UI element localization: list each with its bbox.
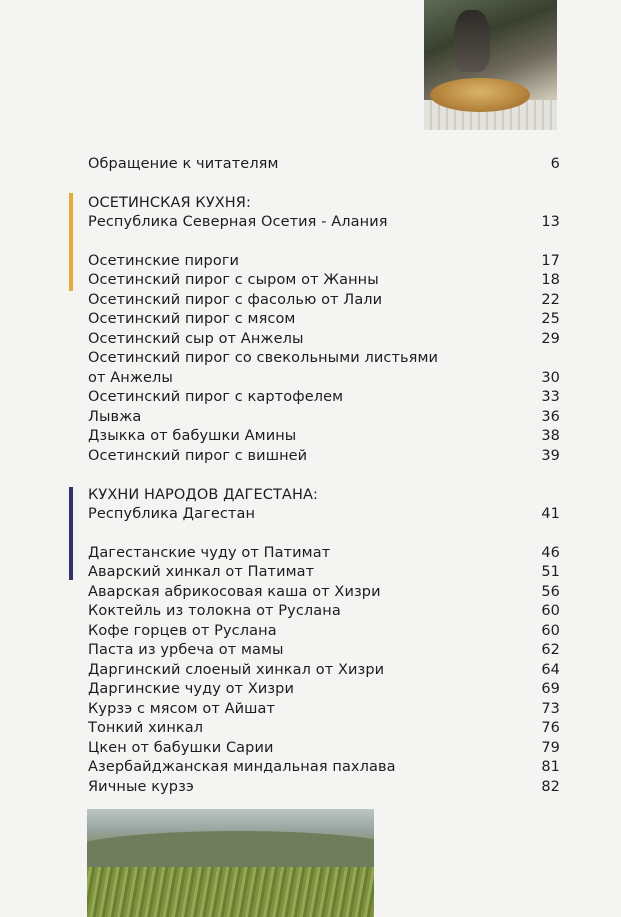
toc-entry-title: Даргинский слоеный хинкал от Хизри (88, 662, 385, 678)
toc-entry-page: 60 (541, 603, 560, 619)
toc-entry-title: Яичные курзэ (88, 779, 194, 795)
toc-entry-page: 22 (541, 292, 560, 308)
toc-entry[interactable] (88, 309, 560, 329)
toc-entry-page: 13 (541, 214, 560, 230)
toc-entry-page: 76 (541, 720, 560, 736)
toc-entry-page: 17 (541, 253, 560, 269)
toc-entry-page: 46 (541, 545, 560, 561)
toc-entry-title: Тонкий хинкал (88, 720, 204, 736)
toc-entry-title: Осетинский пирог с картофелем (88, 389, 344, 405)
toc-entry-title: Аварский хинкал от Патимат (88, 564, 315, 580)
toc-entry[interactable] (88, 679, 560, 699)
toc-entry-page: 56 (541, 584, 560, 600)
toc-entry[interactable] (88, 368, 560, 388)
toc-entry-title: от Анжелы (88, 370, 173, 386)
section-accent-bar-dagestan (69, 487, 73, 580)
toc-entry-title: Осетинский пирог с вишней (88, 448, 308, 464)
toc-entry[interactable] (88, 407, 560, 427)
toc-entry-title: Осетинский пирог с фасолью от Лали (88, 292, 383, 308)
toc-entry-title: Лывжа (88, 409, 142, 425)
toc-entry-page: 69 (541, 681, 560, 697)
toc-entry-title: Аварская абрикосовая каша от Хизри (88, 584, 381, 600)
toc-entry-page: 81 (541, 759, 560, 775)
toc-entry-title: Дагестанские чуду от Патимат (88, 545, 331, 561)
mountain-ridge-shape (87, 831, 374, 871)
toc-entry[interactable] (88, 601, 560, 621)
toc-entry-page: 51 (541, 564, 560, 580)
toc-entry-title: Дзыкка от бабушки Амины (88, 428, 297, 444)
toc-entry-page: 41 (541, 506, 560, 522)
toc-entry-page: 62 (541, 642, 560, 658)
toc-entry-title: Осетинский пирог со свекольными листьями (88, 350, 439, 366)
section-heading: КУХНИ НАРОДОВ ДАГЕСТАНА: (88, 487, 318, 503)
toc-entry-title: Осетинский пирог с сыром от Жанны (88, 272, 379, 288)
toc-entry-title: Азербайджанская миндальная пахлава (88, 759, 396, 775)
bottom-landscape-photo (87, 809, 374, 917)
toc-entry-region-ossetia[interactable] (88, 212, 560, 232)
toc-entry-title: Осетинский сыр от Анжелы (88, 331, 304, 347)
toc-entry-title: Даргинские чуду от Хизри (88, 681, 295, 697)
toc-entry[interactable] (88, 543, 560, 563)
toc-entry[interactable] (88, 270, 560, 290)
top-food-photo (424, 0, 557, 130)
toc-entry[interactable] (88, 699, 560, 719)
toc-entry-page: 29 (541, 331, 560, 347)
toc-entry[interactable] (88, 426, 560, 446)
toc-entry[interactable] (88, 640, 560, 660)
toc-entry-title: Курзэ с мясом от Айшат (88, 701, 276, 717)
toc-entry-title: Обращение к читателям (88, 156, 279, 172)
toc-entry-title: Республика Северная Осетия - Алания (88, 214, 388, 230)
toc-entry-title: Осетинские пироги (88, 253, 240, 269)
toc-entry[interactable] (88, 757, 560, 777)
section-accent-bar-ossetian (69, 193, 73, 291)
toc-entry-page: 6 (550, 156, 560, 172)
toc-entry[interactable] (88, 251, 560, 271)
toc-entry-page: 38 (541, 428, 560, 444)
pie-shape (430, 78, 530, 112)
toc-entry[interactable] (88, 660, 560, 680)
section-heading: ОСЕТИНСКАЯ КУХНЯ: (88, 195, 251, 211)
toc-entry[interactable] (88, 777, 560, 797)
toc-entry-intro[interactable] (88, 154, 560, 174)
toc-entry[interactable] (88, 718, 560, 738)
toc-entry-page: 39 (541, 448, 560, 464)
toc-entry[interactable] (88, 348, 560, 368)
toc-entry[interactable] (88, 621, 560, 641)
meadow-shape (87, 867, 374, 917)
section-heading-dagestan (88, 485, 560, 505)
toc-entry[interactable] (88, 387, 560, 407)
toc-entry[interactable] (88, 562, 560, 582)
toc-entry[interactable] (88, 582, 560, 602)
toc-entry-title: Цкен от бабушки Сарии (88, 740, 274, 756)
toc-entry-page: 36 (541, 409, 560, 425)
toc-entry-title: Республика Дагестан (88, 506, 256, 522)
toc-entry-title: Осетинский пирог с мясом (88, 311, 296, 327)
toc-entry-title: Кофе горцев от Руслана (88, 623, 277, 639)
toc-entry-region-dagestan[interactable] (88, 504, 560, 524)
toc-entry-page: 33 (541, 389, 560, 405)
toc-entry-page: 64 (541, 662, 560, 678)
toc-entry-page: 60 (541, 623, 560, 639)
section-heading-ossetian (88, 193, 560, 213)
jug-shape (454, 10, 490, 72)
toc-entry-page: 82 (541, 779, 560, 795)
toc-entry-page: 18 (541, 272, 560, 288)
toc-entry-page: 73 (541, 701, 560, 717)
toc-entry[interactable] (88, 738, 560, 758)
toc-entry-title: Коктейль из толокна от Руслана (88, 603, 341, 619)
toc-entry-page: 30 (541, 370, 560, 386)
toc-entry[interactable] (88, 290, 560, 310)
toc-entry[interactable] (88, 446, 560, 466)
toc-entry-title: Паста из урбеча от мамы (88, 642, 284, 658)
toc-entry[interactable] (88, 329, 560, 349)
toc-entry-page: 79 (541, 740, 560, 756)
toc-entry-page: 25 (541, 311, 560, 327)
